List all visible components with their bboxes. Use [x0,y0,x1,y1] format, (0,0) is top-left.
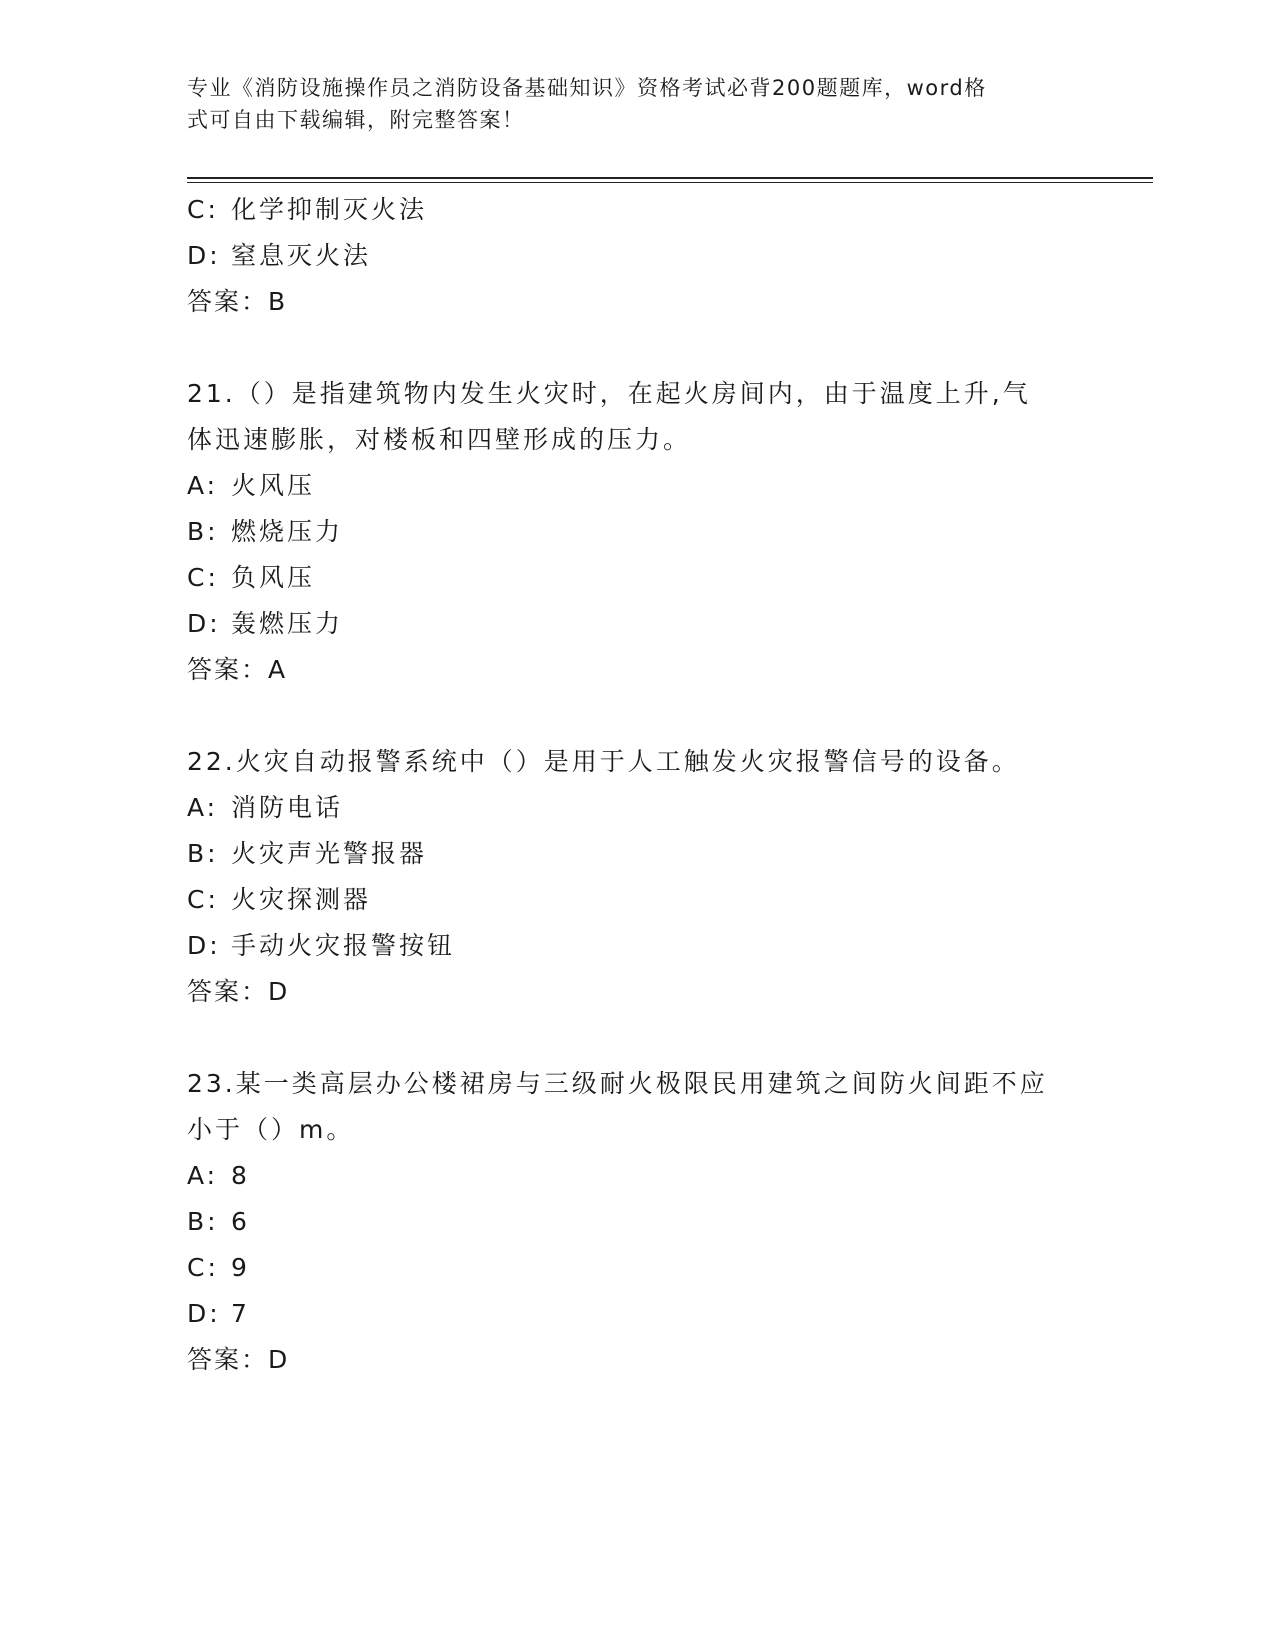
option-key: B: [187,1207,219,1236]
option-d [187,923,1087,969]
option-key: A: [187,471,219,500]
option-b [187,509,1087,555]
option-b [187,1199,1087,1245]
option-a [187,785,1087,831]
question-21-line-1: 21.（）是指建筑物内发生火灾时，在起火房间内，由于温度上升,气 [187,379,1031,408]
question-21-line-2: 体迅速膨胀，对楼板和四壁形成的压力。 [187,425,692,454]
option-key: B: [187,839,219,868]
option-key: C: [187,1253,219,1282]
spacer [187,693,1087,739]
option-text: 火灾声光警报器 [231,839,428,868]
option-c [187,1245,1087,1291]
option-text: 火灾探测器 [231,885,372,914]
answer-line: 答案：D [187,977,290,1006]
option-key: D: [187,241,221,270]
option-text: 火风压 [231,471,316,500]
option-c [187,187,1087,233]
option-text: 燃烧压力 [231,517,344,546]
header-rule-thin [187,182,1153,183]
option-key: D: [187,609,221,638]
option-c [187,877,1087,923]
question-22-line-1: 22.火灾自动报警系统中（）是用于人工触发火灾报警信号的设备。 [187,747,1020,776]
header-line-1: 专业《消防设施操作员之消防设备基础知识》资格考试必背200题题库，word格 [187,76,987,100]
option-key: D: [187,931,221,960]
header-rule-thick [187,177,1153,179]
option-key: C: [187,563,219,592]
answer-line: 答案：B [187,287,288,316]
question-23-line-2: 小于（）m。 [187,1115,355,1144]
option-key: D: [187,1299,221,1328]
option-key: C: [187,195,219,224]
option-text: 轰燃压力 [231,609,344,638]
option-text: 8 [231,1161,250,1190]
spacer [187,325,1087,371]
option-a [187,463,1087,509]
answer-line: 答案：A [187,655,288,684]
option-c [187,555,1087,601]
option-text: 6 [231,1207,250,1236]
option-text: 消防电话 [231,793,344,822]
option-key: B: [187,517,219,546]
option-d [187,233,1087,279]
option-key: A: [187,793,219,822]
document-header [187,72,1077,136]
option-text: 7 [231,1299,250,1328]
option-text: 化学抑制灭火法 [231,195,428,224]
option-text: 窒息灭火法 [231,241,372,270]
option-d [187,601,1087,647]
option-a [187,1153,1087,1199]
option-d [187,1291,1087,1337]
option-text: 9 [231,1253,250,1282]
spacer [187,1015,1087,1061]
option-text: 手动火灾报警按钮 [231,931,456,960]
answer-line: 答案：D [187,1345,290,1374]
option-key: A: [187,1161,219,1190]
option-text: 负风压 [231,563,316,592]
question-23-line-1: 23.某一类高层办公楼裙房与三级耐火极限民用建筑之间防火间距不应 [187,1069,1048,1098]
question-content [187,187,1087,1383]
header-line-2: 式可自由下载编辑，附完整答案！ [187,108,525,132]
option-b [187,831,1087,877]
option-key: C: [187,885,219,914]
